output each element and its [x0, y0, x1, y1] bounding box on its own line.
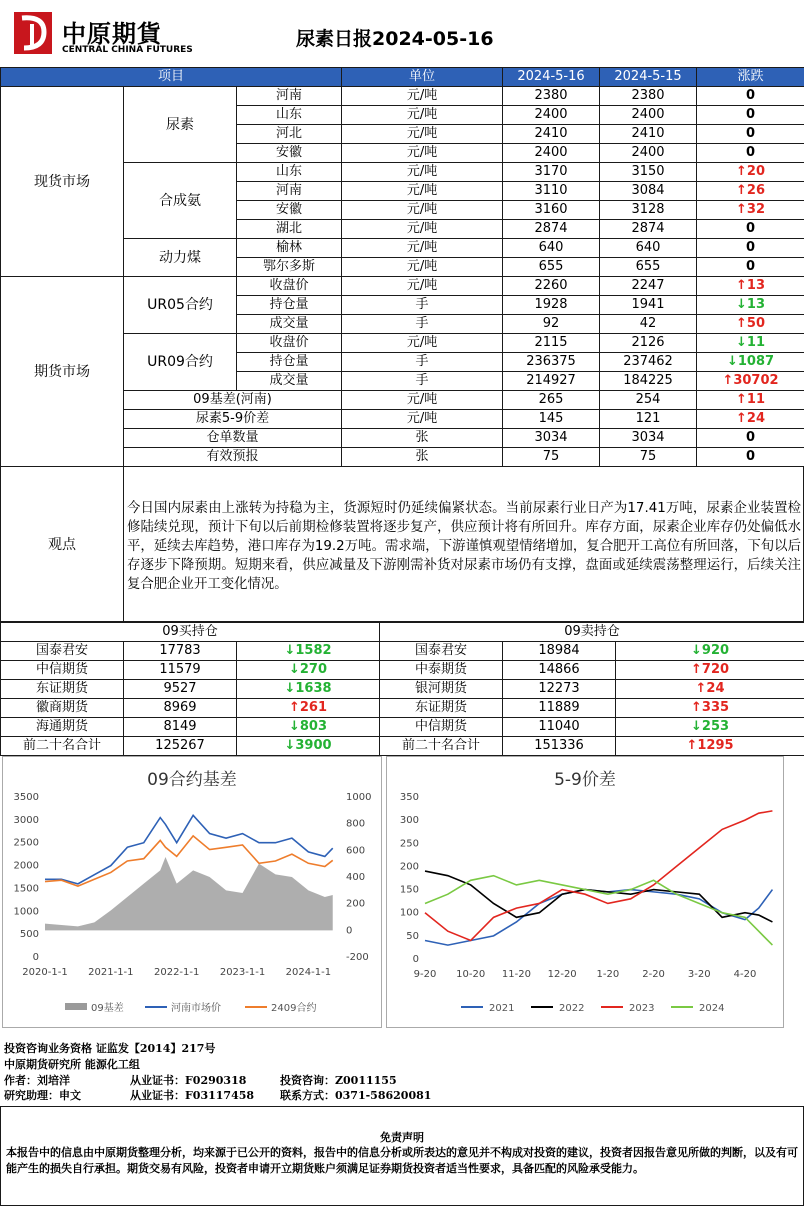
sell-broker: 中泰期货 — [380, 661, 503, 680]
buy-volume: 125267 — [124, 737, 237, 756]
logo-mark — [14, 12, 52, 54]
unit-cell: 元/吨 — [342, 144, 503, 163]
report-header — [0, 0, 804, 67]
buy-broker: 海通期货 — [1, 718, 124, 737]
x-tick: 11-20 — [501, 969, 531, 980]
table-row — [1, 87, 804, 106]
y-tick-right: 600 — [346, 845, 366, 857]
group-label: 尿素 — [124, 87, 237, 163]
header-change: 涨跌 — [697, 68, 804, 87]
unit-cell: 元/吨 — [342, 334, 503, 353]
value-cell: 254 — [600, 391, 697, 410]
legend-label: 2023 — [629, 1003, 655, 1014]
spread-chart-title: 5-9价差 — [554, 770, 616, 790]
sell-broker: 国泰君安 — [380, 642, 503, 661]
series-line — [425, 811, 772, 941]
unit-cell: 手 — [342, 372, 503, 391]
buy-volume: 17783 — [124, 642, 237, 661]
footer-consult: 投资咨询：Z0011155 — [280, 1074, 397, 1087]
value-cell: 1928 — [503, 296, 600, 315]
y-tick: 150 — [399, 884, 419, 896]
change-cell: 0 — [697, 220, 804, 239]
item-cell: 湖北 — [237, 220, 342, 239]
unit-cell: 张 — [342, 448, 503, 467]
unit-cell: 手 — [342, 315, 503, 334]
disclaimer — [0, 1106, 804, 1206]
sell-volume: 151336 — [503, 737, 616, 756]
value-cell: 3170 — [503, 163, 600, 182]
item-cell: 有效预报 — [124, 448, 342, 467]
buy-broker: 前二十名合计 — [1, 737, 124, 756]
change-cell: 0 — [697, 106, 804, 125]
header-item: 项目 — [1, 68, 342, 87]
position-row — [1, 680, 804, 699]
buy-volume: 8969 — [124, 699, 237, 718]
legend-label: 09基差 — [91, 1003, 124, 1014]
footer-cert1: 从业证书：F0290318 — [130, 1074, 247, 1087]
sell-volume: 11040 — [503, 718, 616, 737]
view-section — [0, 466, 804, 622]
footer-contact: 联系方式：0371-58620081 — [280, 1089, 432, 1102]
buy-broker: 徽商期货 — [1, 699, 124, 718]
value-cell: 640 — [600, 239, 697, 258]
value-cell: 640 — [503, 239, 600, 258]
value-cell: 2400 — [503, 144, 600, 163]
y-tick-left: 1000 — [13, 906, 39, 918]
value-cell: 2874 — [503, 220, 600, 239]
change-cell: 0 — [697, 429, 804, 448]
x-tick: 4-20 — [733, 969, 757, 980]
sell-volume: 11889 — [503, 699, 616, 718]
legend-label: 2024 — [699, 1003, 725, 1014]
disclaimer-title: 免责声明 — [380, 1131, 424, 1144]
x-tick: 2021-1-1 — [88, 967, 134, 978]
value-cell: 1941 — [600, 296, 697, 315]
sell-change: ↑720 — [616, 661, 804, 680]
unit-cell: 元/吨 — [342, 239, 503, 258]
unit-cell: 手 — [342, 296, 503, 315]
item-cell: 收盘价 — [237, 277, 342, 296]
y-tick-right: 200 — [346, 898, 366, 910]
buy-title: 09买持仓 — [1, 623, 380, 642]
y-tick-left: 3000 — [13, 814, 39, 826]
sell-broker: 中信期货 — [380, 718, 503, 737]
x-tick: 2-20 — [642, 969, 665, 980]
buy-volume: 9527 — [124, 680, 237, 699]
value-cell: 655 — [600, 258, 697, 277]
y-tick-right: 800 — [346, 818, 366, 830]
series-line — [45, 815, 333, 884]
spread-chart — [386, 756, 784, 1028]
unit-cell: 张 — [342, 429, 503, 448]
value-cell: 3110 — [503, 182, 600, 201]
change-cell: 0 — [697, 144, 804, 163]
position-row — [1, 699, 804, 718]
change-cell: ↓13 — [697, 296, 804, 315]
item-cell: 安徽 — [237, 201, 342, 220]
value-cell: 214927 — [503, 372, 600, 391]
change-cell: ↑20 — [697, 163, 804, 182]
position-row — [1, 718, 804, 737]
change-cell: ↑24 — [697, 410, 804, 429]
price-table — [0, 67, 804, 467]
unit-cell: 元/吨 — [342, 163, 503, 182]
value-cell: 121 — [600, 410, 697, 429]
change-cell: ↑11 — [697, 391, 804, 410]
sell-change: ↓253 — [616, 718, 804, 737]
value-cell: 2400 — [600, 106, 697, 125]
y-tick: 350 — [399, 792, 419, 803]
item-cell: 成交量 — [237, 315, 342, 334]
x-tick: 1-20 — [596, 969, 620, 980]
spread-chart-svg — [387, 757, 783, 1027]
y-tick-left: 500 — [19, 929, 39, 941]
unit-cell: 元/吨 — [342, 220, 503, 239]
change-cell: 0 — [697, 258, 804, 277]
y-tick-right: 0 — [346, 925, 353, 937]
sell-change: ↑335 — [616, 699, 804, 718]
x-tick: 2023-1-1 — [219, 967, 266, 978]
value-cell: 2410 — [503, 125, 600, 144]
sell-volume: 18984 — [503, 642, 616, 661]
change-cell: ↓11 — [697, 334, 804, 353]
item-cell: 持仓量 — [237, 353, 342, 372]
buy-change: ↓3900 — [237, 737, 380, 756]
position-row — [1, 737, 804, 756]
value-cell: 42 — [600, 315, 697, 334]
unit-cell: 元/吨 — [342, 277, 503, 296]
value-cell: 2380 — [503, 87, 600, 106]
group-label: UR09合约 — [124, 334, 237, 391]
logo-text: 中原期貨 — [62, 19, 162, 48]
unit-cell: 元/吨 — [342, 258, 503, 277]
change-cell: ↓1087 — [697, 353, 804, 372]
view-text: 今日国内尿素由上涨转为持稳为主，货源短时仍延续偏紧状态。当前尿素行业日产为17.41万吨，尿素企业装置检修陆续兑现，预计下旬以后前期检修装置将逐步复产，供应预计将有所回升。库存方面，尿素企业库存仍处偏低水平，延续去库趋势，港口库存为19.2万吨。需求端，下游谨慎观望情绪增加，复合肥开工高位有所回落，下旬以后存逐步下降预期。短期来看，供应减量及下游刚需补货对尿素市场仍有支撑，盘面或延续震荡整理运行，后续关注复合肥企业开工变化情况。 — [127, 501, 801, 592]
y-tick-right: 400 — [346, 872, 366, 883]
unit-cell: 元/吨 — [342, 391, 503, 410]
sell-volume: 14866 — [503, 661, 616, 680]
change-cell: ↑50 — [697, 315, 804, 334]
value-cell: 75 — [503, 448, 600, 467]
item-cell: 河南 — [237, 182, 342, 201]
value-cell: 2410 — [600, 125, 697, 144]
value-cell: 2874 — [600, 220, 697, 239]
view-label: 观点 — [1, 467, 124, 621]
change-cell: ↑32 — [697, 201, 804, 220]
item-cell: 安徽 — [237, 144, 342, 163]
value-cell: 3034 — [600, 429, 697, 448]
sell-change: ↓920 — [616, 642, 804, 661]
basis-chart — [2, 756, 382, 1028]
value-cell: 3160 — [503, 201, 600, 220]
item-cell: 山东 — [237, 106, 342, 125]
legend-label: 河南市场价 — [171, 1003, 221, 1014]
buy-change: ↓803 — [237, 718, 380, 737]
footer-cert2: 从业证书：F03117458 — [130, 1089, 255, 1102]
unit-cell: 元/吨 — [342, 201, 503, 220]
buy-broker: 国泰君安 — [1, 642, 124, 661]
basis-chart-title: 09合约基差 — [147, 770, 237, 790]
sell-broker: 东证期货 — [380, 699, 503, 718]
basis-chart-svg — [3, 757, 381, 1027]
y-tick-right: -200 — [346, 952, 369, 963]
table-row — [1, 277, 804, 296]
y-tick-left: 1500 — [13, 883, 39, 895]
y-tick: 0 — [412, 954, 419, 965]
header-date2: 2024-5-15 — [600, 68, 697, 87]
x-tick: 2022-1-1 — [153, 967, 200, 978]
sell-title: 09卖持仓 — [380, 623, 804, 642]
series-line — [425, 890, 772, 946]
footer-author: 作者：刘培洋 — [4, 1074, 70, 1087]
y-tick-left: 2000 — [13, 860, 39, 872]
legend-label: 2022 — [559, 1003, 585, 1014]
value-cell: 265 — [503, 391, 600, 410]
disclaimer-body: 本报告中的信息由中原期货整理分析，均来源于已公开的资料，报告中的信息分析或所表达的意见并不构成对投资的建议，投资者因报告意见所做的判断，以及有可能产生的损失自行承担。期货交易有风险，投资者申请开立期货账户须满足证券期货投资者适当性要求，具备匹配的风险承受能力。 — [6, 1146, 798, 1175]
footer-qualification: 投资咨询业务资格 证监发【2014】217号 — [4, 1042, 216, 1055]
unit-cell: 元/吨 — [342, 182, 503, 201]
buy-change: ↓270 — [237, 661, 380, 680]
value-cell: 3128 — [600, 201, 697, 220]
legend-swatch — [65, 1003, 87, 1010]
change-cell: ↑26 — [697, 182, 804, 201]
change-cell: 0 — [697, 87, 804, 106]
value-cell: 145 — [503, 410, 600, 429]
value-cell: 2247 — [600, 277, 697, 296]
y-tick: 200 — [399, 861, 419, 873]
legend-label: 2409合约 — [271, 1003, 317, 1014]
x-tick: 2020-1-1 — [22, 967, 68, 978]
y-tick-right: 1000 — [346, 792, 372, 803]
value-cell: 2115 — [503, 334, 600, 353]
y-tick-left: 0 — [32, 952, 39, 963]
y-tick: 100 — [399, 907, 419, 919]
unit-cell: 元/吨 — [342, 410, 503, 429]
buy-change: ↓1582 — [237, 642, 380, 661]
value-cell: 236375 — [503, 353, 600, 372]
sell-change: ↑1295 — [616, 737, 804, 756]
x-tick: 12-20 — [547, 969, 577, 980]
buy-volume: 8149 — [124, 718, 237, 737]
position-row — [1, 642, 804, 661]
change-cell: 0 — [697, 448, 804, 467]
sell-volume: 12273 — [503, 680, 616, 699]
group-label: 合成氨 — [124, 163, 237, 239]
buy-change: ↑261 — [237, 699, 380, 718]
report-title: 尿素日报2024-05-16 — [296, 28, 494, 50]
change-cell: 0 — [697, 125, 804, 144]
logo-subtext: CENTRAL CHINA FUTURES — [62, 45, 193, 55]
x-tick: 10-20 — [456, 969, 486, 980]
position-row — [1, 661, 804, 680]
item-cell: 收盘价 — [237, 334, 342, 353]
unit-cell: 元/吨 — [342, 106, 503, 125]
value-cell: 3034 — [503, 429, 600, 448]
y-tick: 250 — [399, 838, 419, 850]
footer-assistant: 研究助理：申文 — [4, 1089, 81, 1102]
y-tick: 50 — [406, 930, 419, 942]
unit-cell: 元/吨 — [342, 125, 503, 144]
buy-broker: 中信期货 — [1, 661, 124, 680]
item-cell: 河北 — [237, 125, 342, 144]
x-tick: 3-20 — [687, 969, 711, 980]
section-label: 现货市场 — [1, 87, 124, 277]
legend-label: 2021 — [489, 1003, 515, 1014]
footer-institute: 中原期货研究所 能源化工组 — [4, 1058, 140, 1071]
value-cell: 2380 — [600, 87, 697, 106]
value-cell: 75 — [600, 448, 697, 467]
x-tick: 9-20 — [413, 969, 437, 980]
item-cell: 鄂尔多斯 — [237, 258, 342, 277]
y-tick-left: 2500 — [13, 837, 39, 849]
header-date1: 2024-5-16 — [503, 68, 600, 87]
item-cell: 山东 — [237, 163, 342, 182]
header-unit: 单位 — [342, 68, 503, 87]
value-cell: 655 — [503, 258, 600, 277]
y-tick: 300 — [399, 815, 419, 827]
value-cell: 3084 — [600, 182, 697, 201]
value-cell: 2126 — [600, 334, 697, 353]
x-tick: 2024-1-1 — [285, 967, 332, 978]
sell-broker: 银河期货 — [380, 680, 503, 699]
item-cell: 成交量 — [237, 372, 342, 391]
unit-cell: 元/吨 — [342, 87, 503, 106]
series-area-basis — [45, 857, 333, 930]
value-cell: 3150 — [600, 163, 697, 182]
value-cell: 2260 — [503, 277, 600, 296]
value-cell: 92 — [503, 315, 600, 334]
positions-table — [0, 622, 804, 756]
value-cell: 2400 — [503, 106, 600, 125]
item-cell: 榆林 — [237, 239, 342, 258]
change-cell: ↑13 — [697, 277, 804, 296]
buy-volume: 11579 — [124, 661, 237, 680]
item-cell: 仓单数量 — [124, 429, 342, 448]
unit-cell: 手 — [342, 353, 503, 372]
item-cell: 尿素5-9价差 — [124, 410, 342, 429]
value-cell: 2400 — [600, 144, 697, 163]
item-cell: 09基差(河南) — [124, 391, 342, 410]
group-label: UR05合约 — [124, 277, 237, 334]
change-cell: ↑30702 — [697, 372, 804, 391]
buy-broker: 东证期货 — [1, 680, 124, 699]
item-cell: 河南 — [237, 87, 342, 106]
sell-change: ↑24 — [616, 680, 804, 699]
change-cell: 0 — [697, 239, 804, 258]
item-cell: 持仓量 — [237, 296, 342, 315]
buy-change: ↓1638 — [237, 680, 380, 699]
sell-broker: 前二十名合计 — [380, 737, 503, 756]
value-cell: 237462 — [600, 353, 697, 372]
group-label: 动力煤 — [124, 239, 237, 277]
value-cell: 184225 — [600, 372, 697, 391]
y-tick-left: 3500 — [13, 792, 39, 803]
section-label: 期货市场 — [1, 277, 124, 467]
